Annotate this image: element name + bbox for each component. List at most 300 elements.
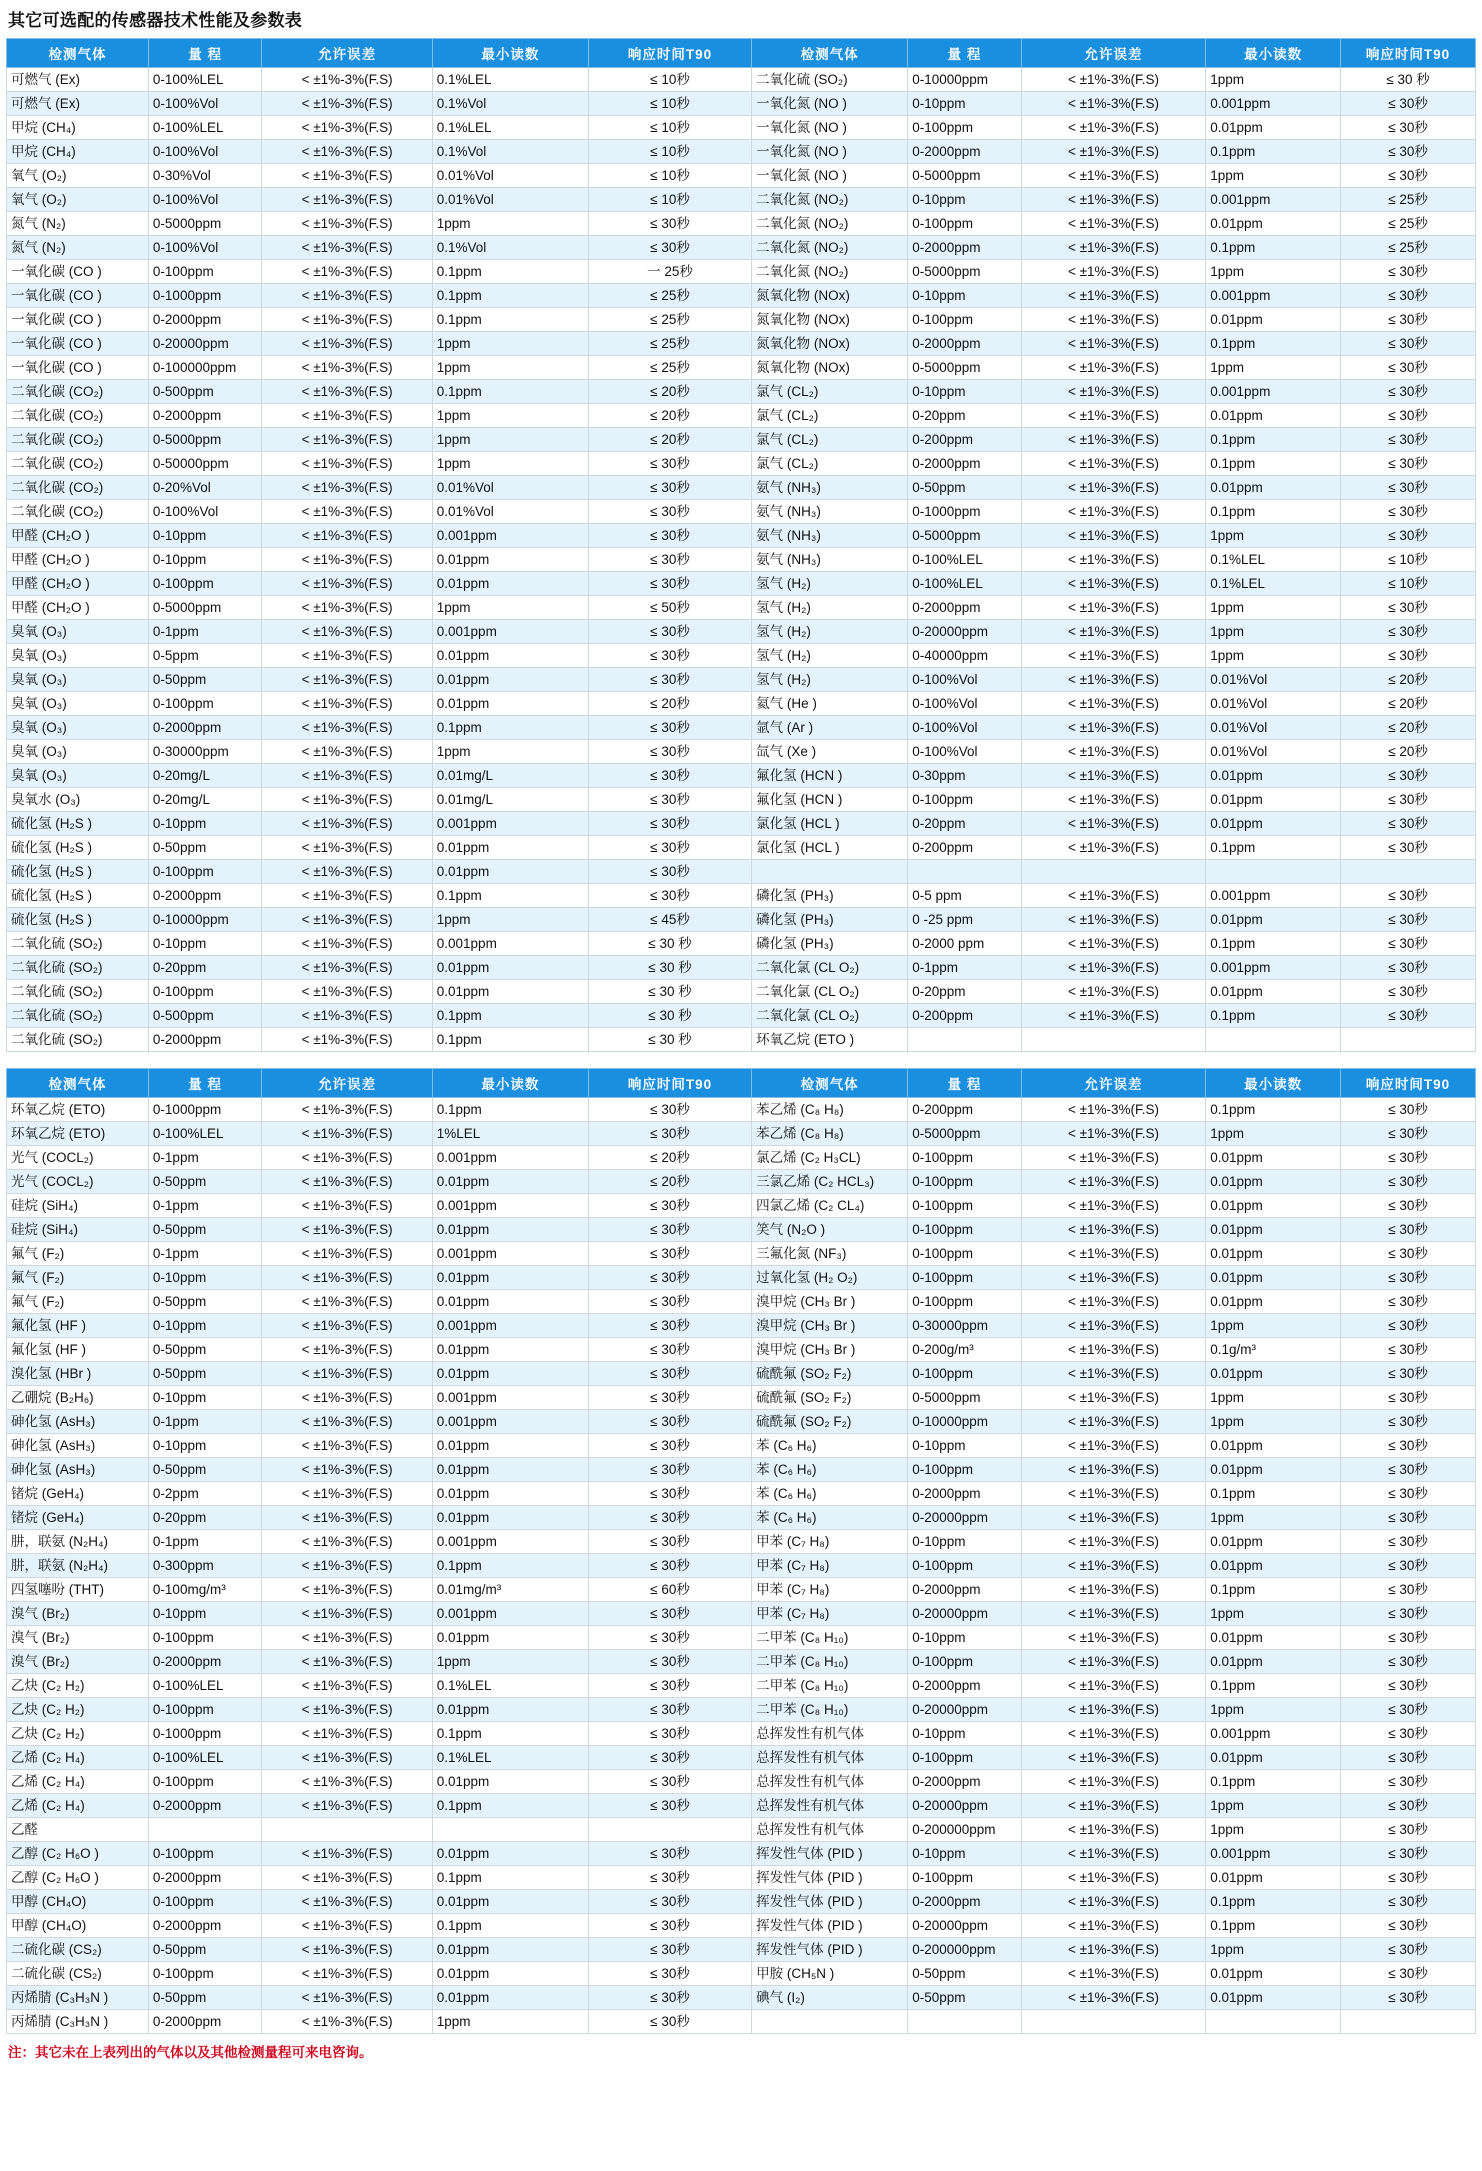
cell-range-right: 0-2000ppm xyxy=(908,452,1022,476)
cell-range-right: 0-100%Vol xyxy=(908,716,1022,740)
cell-response-right: ≤ 30秒 xyxy=(1341,1794,1476,1818)
cell-tolerance-right: < ±1%-3%(F.S) xyxy=(1021,1386,1206,1410)
cell-range-left: 0-10000ppm xyxy=(148,908,262,932)
cell-tolerance-left: < ±1%-3%(F.S) xyxy=(262,932,432,956)
cell-response-left: ≤ 30秒 xyxy=(588,764,751,788)
cell-gas-right: 二甲苯 (C₈ H₁₀) xyxy=(752,1698,908,1722)
cell-tolerance-left: < ±1%-3%(F.S) xyxy=(262,1554,432,1578)
cell-response-left: ≤ 30秒 xyxy=(588,1482,751,1506)
cell-range-right: 0-10ppm xyxy=(908,1626,1022,1650)
cell-gas-right: 苯 (C₆ H₆) xyxy=(752,1458,908,1482)
cell-range-left: 0-10ppm xyxy=(148,812,262,836)
cell-tolerance-right: < ±1%-3%(F.S) xyxy=(1021,956,1206,980)
cell-resolution-right: 1ppm xyxy=(1206,1506,1341,1530)
cell-response-left: ≤ 30秒 xyxy=(588,644,751,668)
cell-response-right: ≤ 30秒 xyxy=(1341,1602,1476,1626)
cell-gas-left: 氧气 (O₂) xyxy=(7,164,149,188)
cell-resolution-left: 0.1%Vol xyxy=(432,92,588,116)
cell-gas-left: 砷化氢 (AsH₃) xyxy=(7,1458,149,1482)
cell-response-right: ≤ 30 秒 xyxy=(1341,68,1476,92)
cell-resolution-right: 0.01ppm xyxy=(1206,764,1341,788)
cell-range-left: 0-10ppm xyxy=(148,548,262,572)
cell-tolerance-left: < ±1%-3%(F.S) xyxy=(262,716,432,740)
cell-resolution-right: 0.01ppm xyxy=(1206,1746,1341,1770)
cell-gas-right: 氨气 (NH₃) xyxy=(752,524,908,548)
cell-response-right: ≤ 30秒 xyxy=(1341,1338,1476,1362)
cell-tolerance-right: < ±1%-3%(F.S) xyxy=(1021,1650,1206,1674)
cell-tolerance-right: < ±1%-3%(F.S) xyxy=(1021,1842,1206,1866)
cell-response-right: ≤ 30秒 xyxy=(1341,356,1476,380)
cell-gas-right: 氯化氢 (HCL ) xyxy=(752,812,908,836)
cell-response-right: ≤ 30秒 xyxy=(1341,1098,1476,1122)
cell-gas-left: 一氧化碳 (CO ) xyxy=(7,260,149,284)
col-range-2: 量 程 xyxy=(908,1069,1022,1098)
table-row xyxy=(7,1194,1476,1218)
cell-response-left: ≤ 30秒 xyxy=(588,788,751,812)
cell-range-left: 0-100ppm xyxy=(148,1842,262,1866)
table-row xyxy=(7,1458,1476,1482)
cell-resolution-right xyxy=(1206,1028,1341,1052)
cell-tolerance-right: < ±1%-3%(F.S) xyxy=(1021,836,1206,860)
cell-tolerance-left: < ±1%-3%(F.S) xyxy=(262,812,432,836)
cell-range-right: 0-100ppm xyxy=(908,1650,1022,1674)
cell-gas-left: 臭氧 (O₃) xyxy=(7,740,149,764)
cell-response-left: ≤ 30秒 xyxy=(588,812,751,836)
cell-tolerance-left: < ±1%-3%(F.S) xyxy=(262,1386,432,1410)
cell-resolution-left: 0.01ppm xyxy=(432,980,588,1004)
cell-tolerance-left: < ±1%-3%(F.S) xyxy=(262,1746,432,1770)
cell-range-right: 0-100ppm xyxy=(908,1866,1022,1890)
cell-tolerance-right: < ±1%-3%(F.S) xyxy=(1021,1338,1206,1362)
table-row xyxy=(7,1482,1476,1506)
cell-gas-right: 甲苯 (C₇ H₈) xyxy=(752,1530,908,1554)
cell-tolerance-left: < ±1%-3%(F.S) xyxy=(262,68,432,92)
cell-range-right: 0-200ppm xyxy=(908,1004,1022,1028)
table-row xyxy=(7,1530,1476,1554)
cell-resolution-left: 0.01ppm xyxy=(432,1482,588,1506)
cell-resolution-right: 1ppm xyxy=(1206,1410,1341,1434)
cell-gas-left: 氟气 (F₂) xyxy=(7,1266,149,1290)
cell-response-right: ≤ 20秒 xyxy=(1341,692,1476,716)
cell-resolution-right: 0.01ppm xyxy=(1206,1194,1341,1218)
cell-gas-right: 二氧化氮 (NO₂) xyxy=(752,212,908,236)
table-row xyxy=(7,1866,1476,1890)
cell-resolution-left: 0.1ppm xyxy=(432,260,588,284)
cell-gas-right: 挥发性气体 (PID ) xyxy=(752,1914,908,1938)
cell-response-left: ≤ 20秒 xyxy=(588,428,751,452)
cell-gas-left: 二氧化硫 (SO₂) xyxy=(7,956,149,980)
cell-range-left: 0-100ppm xyxy=(148,860,262,884)
cell-range-left: 0-1ppm xyxy=(148,1146,262,1170)
table-row xyxy=(7,596,1476,620)
cell-gas-left: 乙烯 (C₂ H₄) xyxy=(7,1794,149,1818)
cell-range-right: 0-20000ppm xyxy=(908,620,1022,644)
cell-resolution-left: 0.1%Vol xyxy=(432,140,588,164)
cell-range-left: 0-100000ppm xyxy=(148,356,262,380)
cell-response-right: ≤ 30秒 xyxy=(1341,836,1476,860)
table-header-row xyxy=(7,39,1476,68)
cell-gas-right: 总挥发性有机气体 xyxy=(752,1794,908,1818)
cell-tolerance-left: < ±1%-3%(F.S) xyxy=(262,1098,432,1122)
table-row xyxy=(7,1242,1476,1266)
cell-range-left: 0-100%LEL xyxy=(148,1122,262,1146)
cell-tolerance-right: < ±1%-3%(F.S) xyxy=(1021,716,1206,740)
cell-resolution-right: 0.01ppm xyxy=(1206,1866,1341,1890)
table-row xyxy=(7,1290,1476,1314)
cell-gas-right: 总挥发性有机气体 xyxy=(752,1746,908,1770)
cell-response-left: ≤ 25秒 xyxy=(588,308,751,332)
cell-range-left: 0-100%Vol xyxy=(148,500,262,524)
cell-gas-right: 二氧化氮 (NO₂) xyxy=(752,260,908,284)
cell-resolution-left: 0.01ppm xyxy=(432,692,588,716)
cell-resolution-right: 1ppm xyxy=(1206,1698,1341,1722)
cell-tolerance-right: < ±1%-3%(F.S) xyxy=(1021,788,1206,812)
table-row xyxy=(7,92,1476,116)
cell-response-right: ≤ 30秒 xyxy=(1341,1698,1476,1722)
cell-resolution-left: 1ppm xyxy=(432,596,588,620)
cell-gas-left: 二硫化碳 (CS₂) xyxy=(7,1938,149,1962)
cell-response-left: ≤ 45秒 xyxy=(588,908,751,932)
cell-resolution-left: 0.1%LEL xyxy=(432,116,588,140)
cell-response-left: ≤ 30秒 xyxy=(588,884,751,908)
cell-response-left: ≤ 30秒 xyxy=(588,1962,751,1986)
cell-response-right: ≤ 30秒 xyxy=(1341,1194,1476,1218)
cell-tolerance-right: < ±1%-3%(F.S) xyxy=(1021,140,1206,164)
cell-gas-left: 甲醛 (CH₂O ) xyxy=(7,596,149,620)
cell-tolerance-right: < ±1%-3%(F.S) xyxy=(1021,1410,1206,1434)
table-row xyxy=(7,1890,1476,1914)
table-row xyxy=(7,356,1476,380)
cell-tolerance-right: < ±1%-3%(F.S) xyxy=(1021,1098,1206,1122)
cell-response-right: ≤ 30秒 xyxy=(1341,764,1476,788)
cell-tolerance-right: < ±1%-3%(F.S) xyxy=(1021,1314,1206,1338)
cell-response-right: ≤ 30秒 xyxy=(1341,956,1476,980)
cell-resolution-left: 0.1%LEL xyxy=(432,68,588,92)
cell-gas-right: 四氯乙烯 (C₂ CL₄) xyxy=(752,1194,908,1218)
cell-range-right: 0-5000ppm xyxy=(908,164,1022,188)
cell-tolerance-right: < ±1%-3%(F.S) xyxy=(1021,356,1206,380)
cell-range-right xyxy=(908,860,1022,884)
cell-gas-left: 甲烷 (CH₄) xyxy=(7,116,149,140)
cell-resolution-left: 0.1ppm xyxy=(432,1004,588,1028)
cell-range-right: 0-30000ppm xyxy=(908,1314,1022,1338)
cell-tolerance-left: < ±1%-3%(F.S) xyxy=(262,1506,432,1530)
cell-gas-right: 二氧化氯 (CL O₂) xyxy=(752,1004,908,1028)
cell-response-right: ≤ 25秒 xyxy=(1341,212,1476,236)
col-gas-2: 检测气体 xyxy=(752,39,908,68)
cell-gas-right: 氯气 (CL₂) xyxy=(752,452,908,476)
cell-resolution-left: 1ppm xyxy=(432,452,588,476)
table-row xyxy=(7,620,1476,644)
cell-response-left: ≤ 10秒 xyxy=(588,116,751,140)
table-row xyxy=(7,1098,1476,1122)
cell-gas-left: 氟气 (F₂) xyxy=(7,1242,149,1266)
cell-response-right: ≤ 30秒 xyxy=(1341,1434,1476,1458)
cell-gas-right: 挥发性气体 (PID ) xyxy=(752,1842,908,1866)
cell-gas-left: 乙烯 (C₂ H₄) xyxy=(7,1770,149,1794)
cell-tolerance-left: < ±1%-3%(F.S) xyxy=(262,1866,432,1890)
cell-tolerance-left: < ±1%-3%(F.S) xyxy=(262,1004,432,1028)
cell-response-left: ≤ 30秒 xyxy=(588,1554,751,1578)
cell-tolerance-right: < ±1%-3%(F.S) xyxy=(1021,1290,1206,1314)
cell-range-right: 0-200g/m³ xyxy=(908,1338,1022,1362)
cell-tolerance-left: < ±1%-3%(F.S) xyxy=(262,308,432,332)
cell-response-right: ≤ 30秒 xyxy=(1341,332,1476,356)
cell-response-right: ≤ 30秒 xyxy=(1341,1482,1476,1506)
cell-response-right: ≤ 30秒 xyxy=(1341,500,1476,524)
sensor-table-part2 xyxy=(6,1068,1476,2034)
cell-gas-right: 一氧化氮 (NO ) xyxy=(752,164,908,188)
col-response-2: 响应时间T90 xyxy=(1341,39,1476,68)
cell-range-left: 0-100ppm xyxy=(148,1890,262,1914)
cell-range-left: 0-2000ppm xyxy=(148,716,262,740)
table-row xyxy=(7,716,1476,740)
cell-resolution-left: 0.01%Vol xyxy=(432,164,588,188)
cell-response-right: ≤ 30秒 xyxy=(1341,1890,1476,1914)
cell-gas-right: 氮氧化物 (NOx) xyxy=(752,356,908,380)
cell-range-left: 0-500ppm xyxy=(148,380,262,404)
cell-gas-right: 氢气 (H₂) xyxy=(752,668,908,692)
cell-response-right: ≤ 20秒 xyxy=(1341,740,1476,764)
col-gas-1: 检测气体 xyxy=(7,1069,149,1098)
cell-tolerance-left: < ±1%-3%(F.S) xyxy=(262,548,432,572)
cell-range-left: 0-5ppm xyxy=(148,644,262,668)
cell-tolerance-right: < ±1%-3%(F.S) xyxy=(1021,908,1206,932)
cell-resolution-left: 0.1ppm xyxy=(432,1028,588,1052)
cell-range-left: 0-10ppm xyxy=(148,1602,262,1626)
cell-response-right: ≤ 30秒 xyxy=(1341,1218,1476,1242)
table-row xyxy=(7,1218,1476,1242)
cell-gas-right: 氢气 (H₂) xyxy=(752,644,908,668)
cell-response-left: ≤ 30秒 xyxy=(588,1938,751,1962)
cell-response-left: ≤ 30秒 xyxy=(588,1674,751,1698)
cell-tolerance-right: < ±1%-3%(F.S) xyxy=(1021,1218,1206,1242)
cell-response-left: ≤ 30秒 xyxy=(588,476,751,500)
cell-range-right: 0-100ppm xyxy=(908,308,1022,332)
cell-gas-right: 甲苯 (C₇ H₈) xyxy=(752,1578,908,1602)
cell-resolution-right: 0.1ppm xyxy=(1206,236,1341,260)
cell-resolution-right: 0.1ppm xyxy=(1206,1482,1341,1506)
cell-range-left: 0-5000ppm xyxy=(148,428,262,452)
cell-gas-right: 溴甲烷 (CH₃ Br ) xyxy=(752,1314,908,1338)
cell-tolerance-left: < ±1%-3%(F.S) xyxy=(262,212,432,236)
cell-range-left xyxy=(148,1818,262,1842)
cell-response-right: ≤ 30秒 xyxy=(1341,596,1476,620)
cell-resolution-right: 0.01ppm xyxy=(1206,476,1341,500)
cell-tolerance-right: < ±1%-3%(F.S) xyxy=(1021,548,1206,572)
col-resolution-1: 最小读数 xyxy=(432,1069,588,1098)
cell-tolerance-left: < ±1%-3%(F.S) xyxy=(262,908,432,932)
cell-resolution-left: 0.01ppm xyxy=(432,1218,588,1242)
cell-resolution-right: 1ppm xyxy=(1206,1602,1341,1626)
cell-response-right: ≤ 30秒 xyxy=(1341,1674,1476,1698)
cell-resolution-right: 0.1ppm xyxy=(1206,1578,1341,1602)
cell-gas-right: 氨气 (NH₃) xyxy=(752,548,908,572)
cell-range-left: 0-100ppm xyxy=(148,1770,262,1794)
cell-tolerance-right: < ±1%-3%(F.S) xyxy=(1021,1626,1206,1650)
cell-tolerance-left: < ±1%-3%(F.S) xyxy=(262,1938,432,1962)
cell-resolution-right: 0.1ppm xyxy=(1206,1674,1341,1698)
cell-tolerance-left: < ±1%-3%(F.S) xyxy=(262,524,432,548)
cell-gas-right: 氮氧化物 (NOx) xyxy=(752,332,908,356)
cell-gas-left: 甲醇 (CH₄O) xyxy=(7,1890,149,1914)
cell-tolerance-right: < ±1%-3%(F.S) xyxy=(1021,116,1206,140)
cell-resolution-right: 0.01ppm xyxy=(1206,1218,1341,1242)
cell-tolerance-left: < ±1%-3%(F.S) xyxy=(262,1698,432,1722)
table-row xyxy=(7,1362,1476,1386)
cell-range-right: 0-20ppm xyxy=(908,980,1022,1004)
cell-tolerance-left: < ±1%-3%(F.S) xyxy=(262,1914,432,1938)
cell-response-left: ≤ 50秒 xyxy=(588,596,751,620)
cell-tolerance-right: < ±1%-3%(F.S) xyxy=(1021,1530,1206,1554)
table-row xyxy=(7,1914,1476,1938)
cell-resolution-left xyxy=(432,1818,588,1842)
cell-gas-left: 溴气 (Br₂) xyxy=(7,1626,149,1650)
cell-response-right: ≤ 30秒 xyxy=(1341,284,1476,308)
cell-tolerance-right: < ±1%-3%(F.S) xyxy=(1021,980,1206,1004)
cell-range-left: 0-50ppm xyxy=(148,1170,262,1194)
cell-resolution-right: 0.01ppm xyxy=(1206,1962,1341,1986)
cell-resolution-right: 0.1ppm xyxy=(1206,1098,1341,1122)
cell-tolerance-right: < ±1%-3%(F.S) xyxy=(1021,500,1206,524)
cell-response-right: ≤ 30秒 xyxy=(1341,788,1476,812)
cell-resolution-left: 1%LEL xyxy=(432,1122,588,1146)
cell-response-right: ≤ 25秒 xyxy=(1341,236,1476,260)
table-row xyxy=(7,1626,1476,1650)
cell-response-left: ≤ 30秒 xyxy=(588,1122,751,1146)
cell-gas-left: 一氧化碳 (CO ) xyxy=(7,332,149,356)
cell-range-right: 0-100%Vol xyxy=(908,740,1022,764)
cell-range-right: 0-100ppm xyxy=(908,1194,1022,1218)
cell-gas-right xyxy=(752,860,908,884)
cell-response-right: ≤ 30秒 xyxy=(1341,92,1476,116)
cell-tolerance-left: < ±1%-3%(F.S) xyxy=(262,1218,432,1242)
table-row xyxy=(7,548,1476,572)
cell-range-right: 0-2000ppm xyxy=(908,1890,1022,1914)
cell-range-right: 0-50ppm xyxy=(908,1962,1022,1986)
cell-gas-left: 甲醛 (CH₂O ) xyxy=(7,548,149,572)
cell-resolution-left: 0.01ppm xyxy=(432,1266,588,1290)
cell-gas-left: 硫化氢 (H₂S ) xyxy=(7,884,149,908)
cell-range-right: 0-5000ppm xyxy=(908,356,1022,380)
col-response-1: 响应时间T90 xyxy=(588,39,751,68)
cell-resolution-left: 0.01ppm xyxy=(432,668,588,692)
cell-resolution-left: 0.1ppm xyxy=(432,716,588,740)
cell-range-left: 0-100%LEL xyxy=(148,116,262,140)
cell-response-left: ≤ 10秒 xyxy=(588,140,751,164)
cell-resolution-right: 0.01ppm xyxy=(1206,212,1341,236)
cell-gas-left: 锗烷 (GeH₄) xyxy=(7,1506,149,1530)
table2-body xyxy=(7,1098,1476,2034)
cell-tolerance-right: < ±1%-3%(F.S) xyxy=(1021,764,1206,788)
table-row xyxy=(7,668,1476,692)
cell-range-right: 0-100ppm xyxy=(908,788,1022,812)
cell-tolerance-right: < ±1%-3%(F.S) xyxy=(1021,1938,1206,1962)
cell-tolerance-left: < ±1%-3%(F.S) xyxy=(262,788,432,812)
table-row xyxy=(7,1506,1476,1530)
cell-range-left: 0-2000ppm xyxy=(148,308,262,332)
cell-tolerance-right: < ±1%-3%(F.S) xyxy=(1021,68,1206,92)
cell-gas-right: 碘气 (I₂) xyxy=(752,1986,908,2010)
table-row xyxy=(7,884,1476,908)
cell-resolution-right: 0.01ppm xyxy=(1206,1362,1341,1386)
cell-resolution-right: 0.01ppm xyxy=(1206,980,1341,1004)
cell-response-right: ≤ 30秒 xyxy=(1341,1386,1476,1410)
table-row xyxy=(7,284,1476,308)
cell-response-left: ≤ 30秒 xyxy=(588,1626,751,1650)
cell-tolerance-right: < ±1%-3%(F.S) xyxy=(1021,692,1206,716)
cell-gas-left: 光气 (COCL₂) xyxy=(7,1146,149,1170)
cell-resolution-right: 0.01%Vol xyxy=(1206,692,1341,716)
cell-gas-right: 氩气 (Ar ) xyxy=(752,716,908,740)
cell-gas-right: 挥发性气体 (PID ) xyxy=(752,1890,908,1914)
cell-resolution-left: 0.1%LEL xyxy=(432,1746,588,1770)
cell-tolerance-right: < ±1%-3%(F.S) xyxy=(1021,1602,1206,1626)
cell-response-left: ≤ 30秒 xyxy=(588,1338,751,1362)
cell-response-left: 一 25秒 xyxy=(588,260,751,284)
cell-resolution-right: 0.01ppm xyxy=(1206,1242,1341,1266)
cell-range-right: 0-5000ppm xyxy=(908,1386,1022,1410)
cell-tolerance-left: < ±1%-3%(F.S) xyxy=(262,1530,432,1554)
cell-resolution-right: 0.01ppm xyxy=(1206,812,1341,836)
cell-tolerance-left: < ±1%-3%(F.S) xyxy=(262,668,432,692)
cell-tolerance-right: < ±1%-3%(F.S) xyxy=(1021,1914,1206,1938)
cell-range-right: 0-200ppm xyxy=(908,428,1022,452)
cell-resolution-right: 1ppm xyxy=(1206,164,1341,188)
cell-range-right: 0-5000ppm xyxy=(908,524,1022,548)
cell-response-left: ≤ 60秒 xyxy=(588,1578,751,1602)
cell-gas-left: 溴气 (Br₂) xyxy=(7,1602,149,1626)
table-row xyxy=(7,1266,1476,1290)
cell-tolerance-right: < ±1%-3%(F.S) xyxy=(1021,1674,1206,1698)
cell-gas-right: 氙气 (Xe ) xyxy=(752,740,908,764)
table-row xyxy=(7,380,1476,404)
cell-tolerance-left: < ±1%-3%(F.S) xyxy=(262,884,432,908)
cell-tolerance-right: < ±1%-3%(F.S) xyxy=(1021,1578,1206,1602)
cell-resolution-right: 0.01ppm xyxy=(1206,1434,1341,1458)
cell-tolerance-left: < ±1%-3%(F.S) xyxy=(262,1674,432,1698)
cell-range-left: 0-20000ppm xyxy=(148,332,262,356)
cell-gas-left: 溴气 (Br₂) xyxy=(7,1650,149,1674)
cell-resolution-left: 0.01ppm xyxy=(432,1362,588,1386)
cell-range-right: 0-10000ppm xyxy=(908,68,1022,92)
cell-response-left: ≤ 20秒 xyxy=(588,1170,751,1194)
cell-tolerance-right: < ±1%-3%(F.S) xyxy=(1021,332,1206,356)
cell-resolution-right: 0.01ppm xyxy=(1206,1626,1341,1650)
table-row xyxy=(7,1314,1476,1338)
cell-tolerance-right xyxy=(1021,860,1206,884)
cell-range-right: 0-10ppm xyxy=(908,188,1022,212)
cell-range-right: 0-100%LEL xyxy=(908,572,1022,596)
cell-response-right: ≤ 30秒 xyxy=(1341,1866,1476,1890)
cell-gas-left: 丙烯腈 (C₃H₃N ) xyxy=(7,1986,149,2010)
cell-gas-left: 氟气 (F₂) xyxy=(7,1290,149,1314)
cell-gas-right: 氮氧化物 (NOx) xyxy=(752,284,908,308)
cell-tolerance-left: < ±1%-3%(F.S) xyxy=(262,1482,432,1506)
cell-tolerance-left xyxy=(262,1818,432,1842)
cell-tolerance-left: < ±1%-3%(F.S) xyxy=(262,356,432,380)
cell-response-right: ≤ 30秒 xyxy=(1341,1626,1476,1650)
table-row xyxy=(7,1146,1476,1170)
cell-resolution-right: 0.1ppm xyxy=(1206,1914,1341,1938)
table-row xyxy=(7,1004,1476,1028)
cell-response-right: ≤ 30秒 xyxy=(1341,1962,1476,1986)
sensor-table-part1 xyxy=(6,38,1476,1052)
cell-gas-left: 乙醇 (C₂ H₆O ) xyxy=(7,1866,149,1890)
cell-response-left: ≤ 30 秒 xyxy=(588,932,751,956)
cell-range-right: 0-2000ppm xyxy=(908,1578,1022,1602)
cell-gas-right: 甲苯 (C₇ H₈) xyxy=(752,1554,908,1578)
